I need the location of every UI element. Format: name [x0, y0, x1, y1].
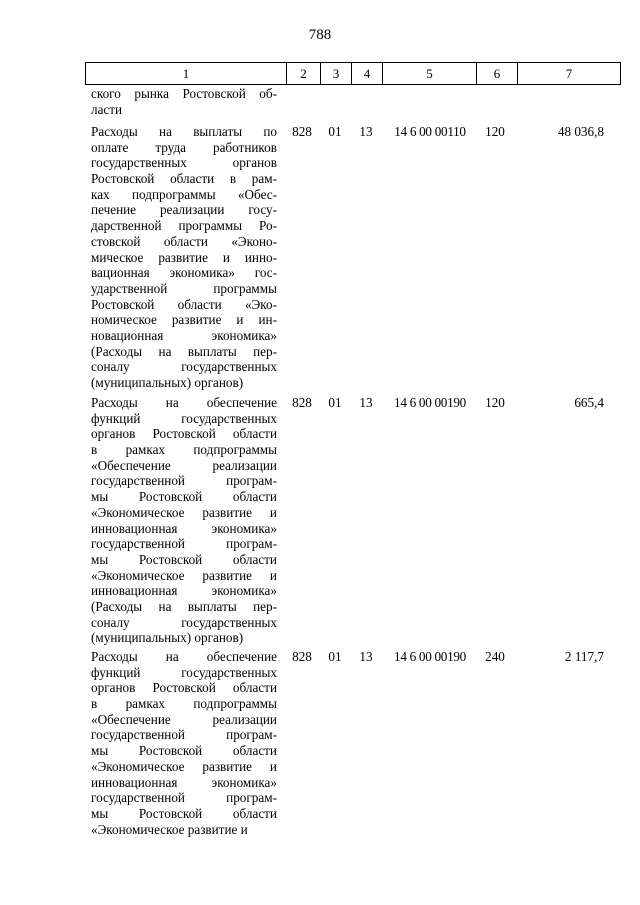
- column-header-5: 5: [383, 63, 477, 85]
- description-line: мы Ростовской области: [91, 551, 277, 567]
- description-line: оплате труда работников: [91, 139, 277, 155]
- description-line: стовской области «Эконо-: [91, 233, 277, 249]
- expense-type-code: 120: [485, 395, 505, 410]
- description-line: инновационная экономика»: [91, 520, 277, 536]
- section-code: 01: [328, 395, 342, 410]
- description-line: «Экономическое развитие и: [91, 758, 277, 774]
- expense-description: [91, 86, 277, 117]
- description-line: Ростовской области «Эко-: [91, 296, 277, 312]
- description-line: функций государственных: [91, 664, 277, 680]
- description-line: мы Ростовской области: [91, 743, 277, 759]
- description-line: органов Ростовской области: [91, 426, 277, 442]
- column-header-1: 1: [86, 63, 287, 85]
- description-line: (Расходы на выплаты пер-: [91, 598, 277, 614]
- description-line: печение реализации госу-: [91, 202, 277, 218]
- column-header-3: 3: [321, 63, 352, 85]
- description-line: «Экономическое развитие и: [91, 504, 277, 520]
- column-header-table: [85, 62, 621, 85]
- description-line: «Обеспечение реализации: [91, 457, 277, 473]
- description-line: дарственной программы Ро-: [91, 218, 277, 234]
- column-header-row: [86, 63, 621, 85]
- description-line: «Экономическое развитие и: [91, 821, 248, 837]
- column-header-2: 2: [287, 63, 321, 85]
- description-line: в рамках подпрограммы: [91, 442, 277, 458]
- description-line: мическое развитие и инно-: [91, 249, 277, 265]
- description-line: соналу государственных: [91, 359, 277, 375]
- description-line: Расходы на выплаты по: [91, 124, 277, 139]
- ministry-code: 828: [292, 649, 312, 664]
- page-number: 788: [308, 27, 332, 43]
- description-line: государственных органов: [91, 155, 277, 171]
- description-line: ках подпрограммы «Обес-: [91, 186, 277, 202]
- description-line: государственной програм-: [91, 790, 277, 806]
- column-header-4: 4: [352, 63, 383, 85]
- description-line: (Расходы на выплаты пер-: [91, 343, 277, 359]
- description-line: новационная экономика»: [91, 327, 277, 343]
- description-line: инновационная экономика»: [91, 774, 277, 790]
- expense-description: [91, 124, 277, 391]
- description-line: ласти: [91, 101, 123, 117]
- section-code: 01: [328, 649, 342, 664]
- expense-description: [91, 395, 277, 646]
- description-line: ского рынка Ростовской об-: [91, 86, 277, 101]
- description-line: инновационная экономика»: [91, 583, 277, 599]
- description-line: государственной програм-: [91, 727, 277, 743]
- expense-type-code: 120: [485, 124, 505, 139]
- subsection-code: 13: [359, 649, 373, 664]
- description-line: ударственной программы: [91, 280, 277, 296]
- description-line: государственной програм-: [91, 536, 277, 552]
- column-header-6: 6: [477, 63, 518, 85]
- expense-description: [91, 649, 277, 837]
- target-article-code: 14 6 00 00190: [394, 649, 466, 664]
- amount: 48 036,8: [557, 124, 604, 139]
- section-code: 01: [328, 124, 342, 139]
- target-article-code: 14 6 00 00110: [394, 124, 466, 139]
- description-line: (муниципальных) органов): [91, 375, 244, 390]
- description-line: номическое развитие и ин-: [91, 312, 277, 328]
- description-line: Ростовской области в рам-: [91, 171, 277, 187]
- ministry-code: 828: [292, 124, 312, 139]
- description-line: государственной програм-: [91, 473, 277, 489]
- description-line: вационная экономика» гос-: [91, 265, 277, 281]
- description-line: (муниципальных) органов): [91, 630, 244, 646]
- description-line: соналу государственных: [91, 614, 277, 630]
- amount: 665,4: [574, 395, 604, 410]
- amount: 2 117,7: [564, 649, 604, 664]
- description-line: Расходы на обеспечение: [91, 649, 277, 664]
- description-line: функций государственных: [91, 410, 277, 426]
- ministry-code: 828: [292, 395, 312, 410]
- description-line: органов Ростовской области: [91, 680, 277, 696]
- description-line: Расходы на обеспечение: [91, 395, 277, 410]
- subsection-code: 13: [359, 395, 373, 410]
- description-line: «Обеспечение реализации: [91, 711, 277, 727]
- description-line: мы Ростовской области: [91, 489, 277, 505]
- description-line: в рамках подпрограммы: [91, 696, 277, 712]
- subsection-code: 13: [359, 124, 373, 139]
- target-article-code: 14 6 00 00190: [394, 395, 466, 410]
- column-header-7: 7: [518, 63, 621, 85]
- description-line: «Экономическое развитие и: [91, 567, 277, 583]
- description-line: мы Ростовской области: [91, 805, 277, 821]
- expense-type-code: 240: [485, 649, 505, 664]
